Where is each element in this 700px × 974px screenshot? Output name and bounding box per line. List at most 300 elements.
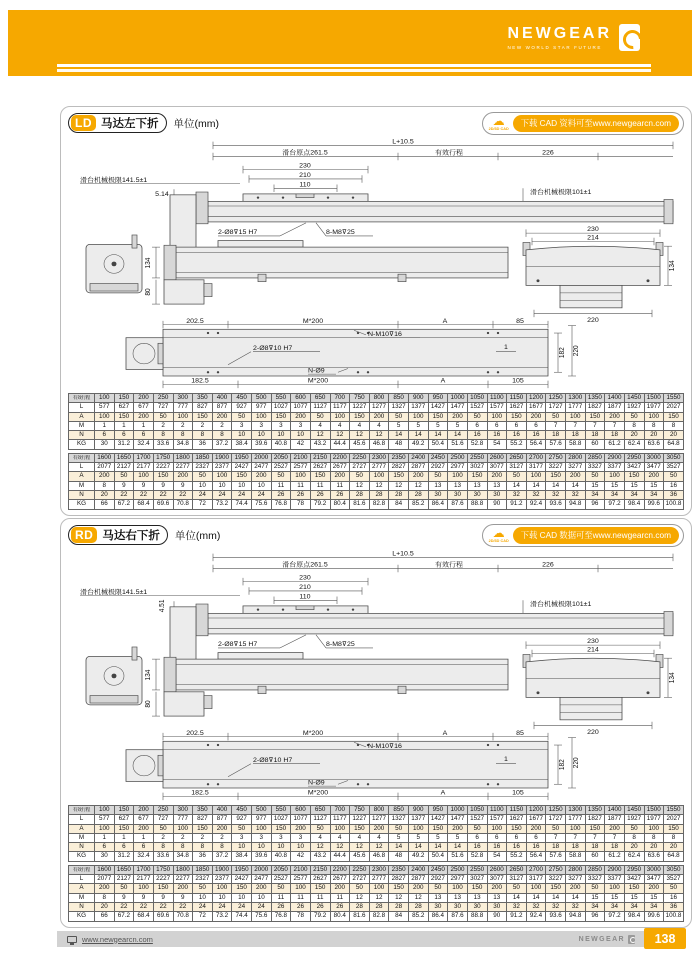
value-cell: 1 [95, 421, 115, 430]
value-cell: 200 [605, 412, 625, 421]
value-cell: 100 [95, 394, 115, 403]
value-cell: 650 [310, 394, 330, 403]
value-cell: 12 [310, 843, 330, 852]
value-cell: 1350 [585, 806, 605, 815]
value-cell: 61.2 [605, 440, 625, 449]
value-cell: 14 [546, 893, 566, 902]
value-cell: 1227 [350, 815, 370, 824]
value-cell: 1427 [428, 403, 448, 412]
dim-label: L+10.5 [392, 550, 414, 558]
value-cell: 11 [271, 481, 291, 490]
value-cell: 4 [369, 833, 389, 842]
value-cell: 40.8 [271, 852, 291, 861]
value-cell: 24 [212, 490, 232, 499]
value-cell: 3 [252, 421, 272, 430]
value-cell: 200 [369, 412, 389, 421]
row-label-cell: M [69, 833, 95, 842]
value-cell: 1450 [624, 394, 644, 403]
plan-view [126, 730, 580, 800]
value-cell: 100 [369, 472, 389, 481]
value-cell: 2650 [507, 453, 527, 462]
value-cell: 82.8 [369, 500, 389, 509]
value-cell: 20 [664, 843, 684, 852]
value-cell: 32 [566, 902, 586, 911]
value-cell: 32 [507, 902, 527, 911]
value-cell: 50.4 [428, 440, 448, 449]
value-cell: 54 [487, 852, 507, 861]
value-cell: 12 [369, 481, 389, 490]
value-cell: 100 [134, 472, 154, 481]
value-cell: 1127 [310, 403, 330, 412]
value-cell: 7 [546, 421, 566, 430]
value-cell: 200 [644, 884, 664, 893]
value-cell: 100 [644, 824, 664, 833]
header-stripe [57, 64, 651, 67]
dim-label: 182.5 [191, 377, 209, 385]
value-cell: 2527 [271, 463, 291, 472]
value-cell: 100 [644, 412, 664, 421]
value-cell: 100 [330, 412, 350, 421]
value-cell: 1027 [271, 403, 291, 412]
dim-label: N-Ø9 [308, 779, 325, 787]
value-cell: 1750 [153, 453, 173, 462]
value-cell: 32 [546, 902, 566, 911]
value-cell: 2450 [428, 453, 448, 462]
value-cell: 2327 [193, 463, 213, 472]
row-label-cell: L [69, 875, 95, 884]
value-cell: 2927 [428, 463, 448, 472]
value-cell: 26 [330, 490, 350, 499]
value-cell: 28 [389, 902, 409, 911]
value-cell: 32 [566, 490, 586, 499]
value-cell: 100 [95, 824, 115, 833]
dim-label: 1 [504, 344, 508, 351]
value-cell: 100 [173, 412, 193, 421]
value-cell: 10 [212, 481, 232, 490]
value-cell: 15 [605, 481, 625, 490]
value-cell: 50 [664, 472, 684, 481]
value-cell: 12 [369, 431, 389, 440]
value-cell: 450 [232, 806, 252, 815]
value-cell: 8 [173, 431, 193, 440]
value-cell: 8 [193, 843, 213, 852]
value-cell: 2577 [291, 463, 311, 472]
value-cell: 100 [487, 412, 507, 421]
dim-label: 230 [299, 574, 311, 582]
value-cell: 2777 [369, 875, 389, 884]
value-cell: 84 [389, 500, 409, 509]
row-label-cell: N [69, 431, 95, 440]
cad-download-link[interactable]: 下载 CAD 数据可至www.newgearcn.com [513, 527, 679, 544]
value-cell: 2127 [114, 463, 134, 472]
value-cell: 9 [153, 893, 173, 902]
value-cell: 1 [134, 421, 154, 430]
cad-download-link[interactable]: 下载 CAD 资料可至www.newgearcn.com [513, 115, 679, 132]
value-cell: 86.4 [428, 912, 448, 921]
value-cell: 14 [428, 431, 448, 440]
cad-download-button[interactable] [482, 112, 684, 135]
value-cell: 150 [624, 884, 644, 893]
value-cell: 1400 [605, 806, 625, 815]
value-cell: 727 [153, 815, 173, 824]
dim-label: 110 [299, 593, 311, 601]
value-cell: 200 [134, 824, 154, 833]
value-cell: 30 [487, 490, 507, 499]
unit-label: 单位(mm) [173, 117, 219, 130]
cad-download-button[interactable] [482, 524, 684, 547]
value-cell: 200 [134, 806, 154, 815]
value-cell: 150 [546, 884, 566, 893]
value-cell: 15 [644, 893, 664, 902]
value-cell: 1027 [271, 815, 291, 824]
value-cell: 74.4 [232, 500, 252, 509]
value-cell: 50 [428, 884, 448, 893]
value-cell: 100 [252, 412, 272, 421]
value-cell: 2400 [409, 865, 429, 874]
value-cell: 12 [389, 481, 409, 490]
value-cell: 12 [409, 893, 429, 902]
value-cell: 1577 [487, 403, 507, 412]
value-cell: 50 [624, 824, 644, 833]
value-cell: 100 [409, 412, 429, 421]
dim-label: A [440, 377, 446, 385]
value-cell: 2550 [467, 865, 487, 874]
value-cell: 34 [605, 902, 625, 911]
technical-drawing-rd [68, 548, 684, 802]
value-cell: 777 [173, 815, 193, 824]
dim-label: 220 [572, 345, 581, 357]
row-label-cell: A [69, 884, 95, 893]
value-cell: 2250 [350, 865, 370, 874]
value-cell: 91.2 [507, 912, 527, 921]
value-cell: 20 [624, 843, 644, 852]
value-cell: 9 [114, 893, 134, 902]
value-cell: 50 [664, 884, 684, 893]
value-cell: 2000 [252, 453, 272, 462]
value-cell: 50 [389, 824, 409, 833]
value-cell: 200 [134, 412, 154, 421]
value-cell: 2277 [173, 875, 193, 884]
value-cell: 2200 [330, 453, 350, 462]
value-cell: 1627 [507, 403, 527, 412]
value-cell: 28 [350, 902, 370, 911]
value-cell: 82.8 [369, 912, 389, 921]
value-cell: 2850 [585, 453, 605, 462]
value-cell: 15 [644, 481, 664, 490]
dim-label: 134 [144, 257, 153, 269]
value-cell: 2 [173, 421, 193, 430]
value-cell: 76.8 [271, 500, 291, 509]
value-cell: 12 [350, 843, 370, 852]
value-cell: 99.6 [644, 500, 664, 509]
value-cell: 977 [252, 403, 272, 412]
value-cell: 500 [252, 394, 272, 403]
value-cell: 2050 [271, 865, 291, 874]
value-cell: 150 [389, 472, 409, 481]
value-cell: 2227 [153, 463, 173, 472]
value-cell: 55.2 [507, 440, 527, 449]
value-cell: 12 [350, 431, 370, 440]
value-cell: 96 [585, 912, 605, 921]
value-cell: 2627 [310, 463, 330, 472]
value-cell: 2977 [448, 875, 468, 884]
value-cell: 98.4 [624, 500, 644, 509]
value-cell: 13 [467, 481, 487, 490]
value-cell: 24 [193, 902, 213, 911]
value-cell: 1650 [114, 865, 134, 874]
value-cell: 3227 [546, 463, 566, 472]
value-cell: 60 [585, 440, 605, 449]
value-cell: 700 [330, 806, 350, 815]
row-label-cell: KG [69, 912, 95, 921]
dim-label: 220 [572, 757, 581, 769]
value-cell: 1450 [624, 806, 644, 815]
value-cell: 1877 [605, 815, 625, 824]
value-cell: 3000 [644, 865, 664, 874]
value-cell: 94.8 [566, 500, 586, 509]
value-cell: 80.4 [330, 500, 350, 509]
value-cell: 1227 [350, 403, 370, 412]
value-cell: 66 [95, 500, 115, 509]
value-cell: 500 [252, 806, 272, 815]
dim-label: 有效行程 [435, 561, 463, 569]
value-cell: 7 [605, 421, 625, 430]
value-cell: 1950 [232, 865, 252, 874]
value-cell: 350 [193, 394, 213, 403]
value-cell: 200 [487, 472, 507, 481]
value-cell: 60 [585, 852, 605, 861]
value-cell: 63.6 [644, 440, 664, 449]
value-cell: 2277 [173, 463, 193, 472]
value-cell: 200 [409, 884, 429, 893]
value-cell: 87.6 [448, 912, 468, 921]
value-cell: 75.6 [252, 912, 272, 921]
spec-table-rd-1 [68, 805, 684, 862]
value-cell: 34.8 [173, 440, 193, 449]
side-view [86, 647, 508, 716]
value-cell: 877 [212, 403, 232, 412]
value-cell: 8 [212, 843, 232, 852]
value-cell: 50 [232, 824, 252, 833]
value-cell: 28 [389, 490, 409, 499]
value-cell: 150 [232, 884, 252, 893]
value-cell: 10 [212, 893, 232, 902]
value-cell: 1 [95, 833, 115, 842]
value-cell: 39.6 [252, 440, 272, 449]
value-cell: 1977 [644, 403, 664, 412]
dim-label: 134 [144, 669, 153, 681]
value-cell: 50 [350, 884, 370, 893]
value-cell: 1577 [487, 815, 507, 824]
value-cell: 55.2 [507, 852, 527, 861]
value-cell: 81.6 [350, 500, 370, 509]
value-cell: 38.4 [232, 440, 252, 449]
dim-label: 214 [587, 646, 599, 654]
value-cell: 150 [664, 412, 684, 421]
value-cell: 1127 [310, 815, 330, 824]
value-cell: 2300 [369, 453, 389, 462]
value-cell: 28 [409, 490, 429, 499]
value-cell: 150 [507, 412, 527, 421]
value-cell: 43.2 [310, 440, 330, 449]
value-cell: 81.6 [350, 912, 370, 921]
value-cell: 34 [644, 490, 664, 499]
value-cell: 6 [95, 431, 115, 440]
value-cell: 50 [624, 412, 644, 421]
value-cell: 79.2 [310, 912, 330, 921]
brand-lockup [507, 24, 640, 51]
value-cell: 78 [291, 912, 311, 921]
dim-label: 230 [587, 226, 599, 234]
value-cell: 3077 [487, 463, 507, 472]
dim-label: A [442, 729, 448, 737]
value-cell: 100 [448, 472, 468, 481]
value-cell: 50 [428, 472, 448, 481]
value-cell: 88.8 [467, 500, 487, 509]
value-cell: 48 [389, 440, 409, 449]
value-cell: 1077 [291, 403, 311, 412]
value-cell: 16 [664, 893, 684, 902]
footer-logo-icon [628, 935, 635, 944]
value-cell: 2050 [271, 453, 291, 462]
value-cell: 34 [585, 490, 605, 499]
footer-website-link[interactable]: www.newgearcn.com [82, 934, 153, 944]
value-cell: 70.8 [173, 912, 193, 921]
value-cell: 12 [330, 843, 350, 852]
value-cell: 84 [389, 912, 409, 921]
value-cell: 600 [291, 394, 311, 403]
dim-label: 滑台机械极限101±1 [530, 601, 592, 608]
value-cell: 2 [173, 833, 193, 842]
value-cell: 1100 [487, 394, 507, 403]
page-number-badge: 138 [644, 928, 686, 949]
value-cell: 26 [310, 490, 330, 499]
value-cell: 26 [330, 902, 350, 911]
value-cell: 350 [193, 806, 213, 815]
value-cell: 750 [350, 806, 370, 815]
value-cell: 150 [507, 824, 527, 833]
value-cell: 52.8 [467, 440, 487, 449]
value-cell: 64.8 [664, 852, 684, 861]
value-cell: 100 [605, 884, 625, 893]
value-cell: 1777 [566, 815, 586, 824]
value-cell: 32.4 [134, 440, 154, 449]
value-cell: 2800 [566, 865, 586, 874]
value-cell: 22 [153, 490, 173, 499]
value-cell: 550 [271, 394, 291, 403]
value-cell: 18 [546, 431, 566, 440]
value-cell: 12 [389, 893, 409, 902]
value-cell: 18 [566, 843, 586, 852]
value-cell: 86.4 [428, 500, 448, 509]
value-cell: 677 [134, 815, 154, 824]
value-cell: 2550 [467, 453, 487, 462]
dim-label: M*200 [302, 729, 324, 737]
value-cell: 3 [232, 421, 252, 430]
value-cell: 2650 [507, 865, 527, 874]
value-cell: 34 [624, 902, 644, 911]
value-cell: 150 [310, 472, 330, 481]
dim-label: N-M10⊽16 [367, 743, 402, 750]
value-cell: 96 [585, 500, 605, 509]
value-cell: 24 [232, 490, 252, 499]
value-cell: 48 [389, 852, 409, 861]
value-cell: 200 [173, 472, 193, 481]
value-cell: 50 [507, 472, 527, 481]
value-cell: 2677 [330, 875, 350, 884]
value-cell: 200 [487, 884, 507, 893]
value-cell: 5 [428, 833, 448, 842]
value-cell: 16 [507, 843, 527, 852]
value-cell: 69.6 [153, 912, 173, 921]
value-cell: 100 [291, 884, 311, 893]
value-cell: 50 [585, 472, 605, 481]
value-cell: 24 [252, 902, 272, 911]
value-cell: 200 [212, 824, 232, 833]
value-cell: 5 [409, 421, 429, 430]
value-cell: 30 [487, 902, 507, 911]
value-cell: 24 [193, 490, 213, 499]
value-cell: 700 [330, 394, 350, 403]
value-cell: 4 [350, 421, 370, 430]
value-cell: 4 [369, 421, 389, 430]
value-cell: 30 [448, 490, 468, 499]
dim-label: 2-Ø8⊽15 H7 [217, 229, 258, 236]
value-cell: 24 [232, 902, 252, 911]
value-cell: 3327 [585, 875, 605, 884]
value-cell: 150 [271, 412, 291, 421]
value-cell: 12 [310, 431, 330, 440]
value-cell: 3 [291, 833, 311, 842]
dim-label: 滑台机械极限141.5±1 [80, 176, 148, 184]
dim-label: A [442, 317, 448, 325]
value-cell: 3050 [664, 865, 684, 874]
value-cell: 75.6 [252, 500, 272, 509]
value-cell: 8 [95, 481, 115, 490]
dim-label: 210 [299, 172, 311, 180]
value-cell: 28 [369, 490, 389, 499]
value-cell: 2750 [546, 865, 566, 874]
value-cell: 28 [409, 902, 429, 911]
cloud-download-icon: ☁ 2D/3D CAD [488, 525, 509, 543]
value-cell: 93.6 [546, 912, 566, 921]
value-cell: 2900 [605, 453, 625, 462]
value-cell: 6 [507, 421, 527, 430]
value-cell: 1550 [664, 806, 684, 815]
value-cell: 12 [369, 893, 389, 902]
value-cell: 1 [114, 421, 134, 430]
value-cell: 5 [409, 833, 429, 842]
value-cell: 49.2 [409, 852, 429, 861]
value-cell: 1 [134, 833, 154, 842]
value-cell: 1 [114, 833, 134, 842]
value-cell: 3277 [566, 875, 586, 884]
value-cell: 73.2 [212, 500, 232, 509]
value-cell: 400 [212, 394, 232, 403]
value-cell: 30 [467, 902, 487, 911]
value-cell: 150 [114, 394, 134, 403]
value-cell: 22 [114, 490, 134, 499]
value-cell: 150 [585, 824, 605, 833]
value-cell: 18 [605, 843, 625, 852]
value-cell: 1427 [428, 815, 448, 824]
value-cell: 15 [605, 893, 625, 902]
value-cell: 14 [566, 893, 586, 902]
dim-label: 2-Ø8⊽10 H7 [253, 345, 293, 352]
value-cell: 64.8 [664, 440, 684, 449]
value-cell: 577 [95, 815, 115, 824]
value-cell: 2127 [114, 875, 134, 884]
